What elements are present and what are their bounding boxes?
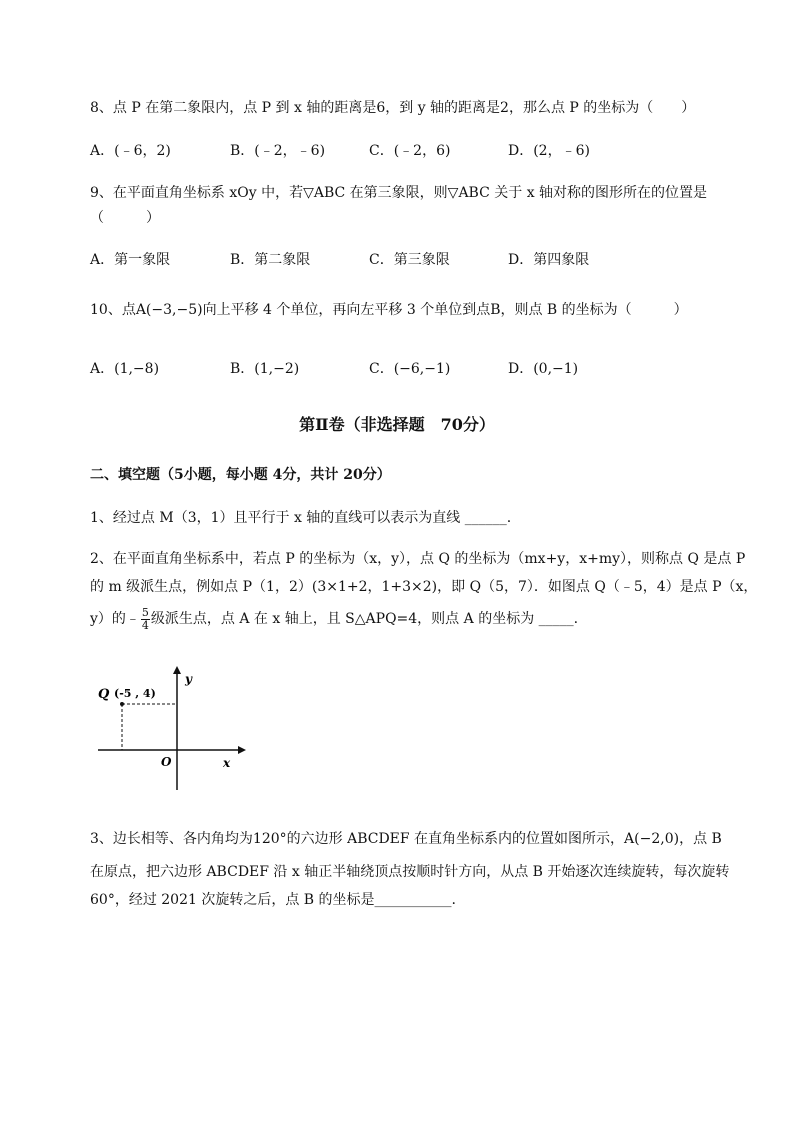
point-q-dot (120, 702, 124, 706)
q10-option-c: C．(−6,−1) (369, 361, 451, 377)
q10-option-d: D．(0,−1) (508, 361, 579, 377)
q8-option-d: D．(2，﹣6) (508, 143, 590, 159)
point-q-label: Q (98, 687, 110, 702)
question-9-line-2: （ ） (90, 210, 160, 226)
q8-option-b: B．(﹣2，﹣6) (230, 143, 326, 159)
q10-option-a: A．(1,−8) (90, 361, 160, 377)
fill-in-1-text: 1、经过点 M（3，1）且平行于 x 轴的直线可以表示为直线 ______. (90, 510, 512, 526)
x-axis-arrow-icon (238, 746, 246, 754)
x-axis-label: x (223, 756, 231, 770)
q9-option-d: D．第四象限 (508, 252, 590, 268)
q9-option-b: B．第二象限 (230, 252, 311, 268)
q9-option-a: A．第一象限 (90, 252, 171, 268)
question-8-text: 8、点 P 在第二象限内，点 P 到 x 轴的距离是6，到 y 轴的距离是2，那么点 P 的坐标为（ ） (90, 100, 696, 116)
q9-option-c: C．第三象限 (369, 252, 450, 268)
y-axis-label: y (185, 672, 192, 686)
fill-in-2-line-3-suffix: 级派生点，点 A 在 x 轴上，且 S△APQ=4，则点 A 的坐标为 _____. (150, 611, 579, 627)
q10-option-b: B．(1,−2) (230, 361, 300, 377)
y-axis-arrow-icon (173, 666, 181, 674)
q8-option-c: C．(﹣2，6) (369, 143, 451, 159)
part-2-title: 第Ⅱ卷（非选择题 70分） (299, 415, 495, 434)
fraction-five-fourths (141, 607, 150, 632)
q8-option-a: A．(﹣6，2) (90, 143, 171, 159)
fill-in-3-line-2: 在原点，把六边形 ABCDEF 沿 x 轴正半轴绕顶点按顺时针方向，从点 B 开始逐次连续旋转，每次旋转 (90, 864, 730, 880)
question-10-text: 10、点A(−3,−5)向上平移 4 个单位，再向左平移 3 个单位到点B，则点 B 的坐标为（ ） (90, 302, 688, 318)
fill-in-2-line-3 (90, 602, 578, 636)
section-heading-fill-in: 二、填空题（5小题，每小题 4分，共计 20分） (90, 467, 391, 483)
fill-in-2-line-2: 的 m 级派生点，例如点 P（1，2）(3×1+2，1+3×2)，即 Q（5，7）．如图点 Q（﹣5，4）是点 P（x， (90, 579, 758, 595)
fill-in-3-line-3: 60°，经过 2021 次旋转之后，点 B 的坐标是___________. (90, 892, 456, 908)
fill-in-2-line-3-prefix: y）的﹣ (90, 611, 140, 627)
point-q-coords: (-5 , 4) (114, 687, 156, 700)
fill-in-3-line-1: 3、边长相等、各内角均为120°的六边形 ABCDEF 在直角坐标系内的位置如图所示，A(−2,0)，点 B (90, 831, 722, 847)
fraction-numerator: 5 (141, 605, 149, 619)
coordinate-figure (90, 660, 250, 795)
fill-in-2-line-1: 2、在平面直角坐标系中，若点 P 的坐标为（x，y），点 Q 的坐标为（mx+y，x+my），则称点 Q 是点 P (90, 551, 746, 567)
fraction-denominator: 4 (141, 618, 149, 632)
origin-label: O (161, 755, 172, 769)
question-9-line-1: 9、在平面直角坐标系 xOy 中，若▽ABC 在第三象限，则▽ABC 关于 x 轴对称的图形所在的位置是 (90, 185, 708, 201)
